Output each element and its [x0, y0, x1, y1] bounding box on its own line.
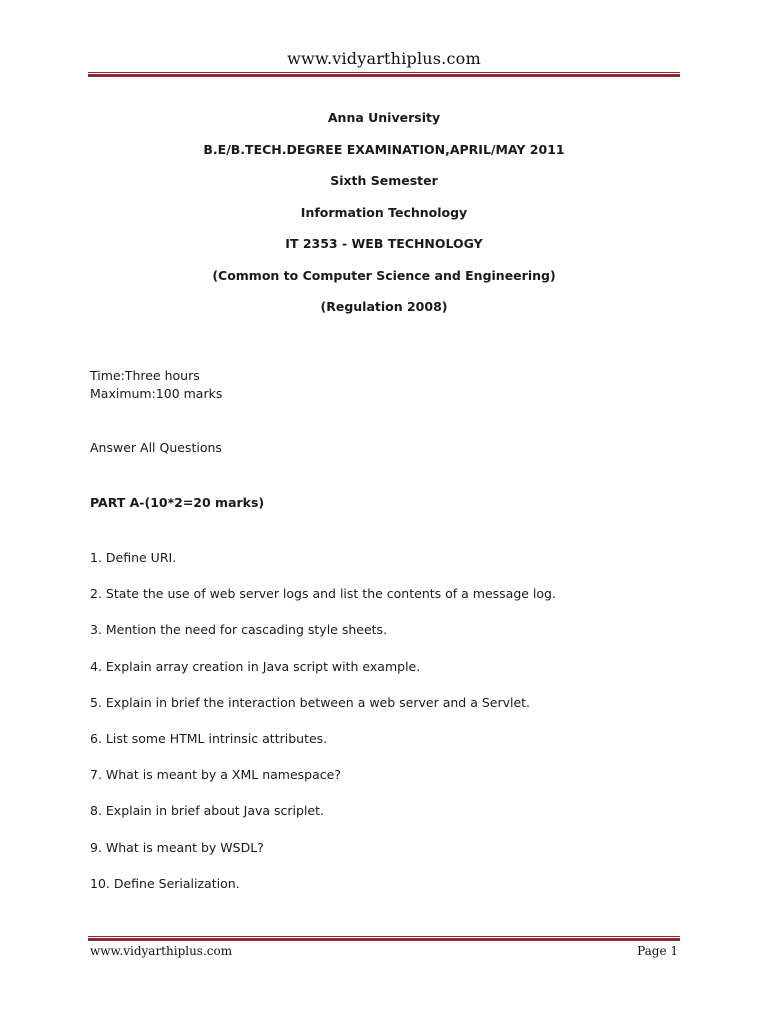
common-to-note: (Common to Computer Science and Engineering): [212, 267, 556, 283]
question-item: 10. Define Serialization.: [90, 875, 240, 891]
question-item: 3. Mention the need for cascading style sheets.: [90, 622, 388, 638]
maximum-marks: Maximum:100 marks: [90, 386, 223, 401]
regulation: (Regulation 2008): [320, 299, 448, 314]
header-url: www.vidyarthiplus.com: [287, 49, 481, 68]
question-item: 4. Explain array creation in Java script with example.: [90, 658, 421, 674]
exam-duration: Time:Three hours: [90, 368, 200, 383]
exam-title-block: [0, 108, 768, 329]
answer-instruction: Answer All Questions: [90, 440, 222, 455]
department: Information Technology: [300, 204, 468, 220]
semester: Sixth Semester: [330, 173, 438, 188]
course-title: IT 2353 - WEB TECHNOLOGY: [285, 236, 483, 251]
page-number: Page 1: [637, 944, 678, 958]
question-item: 8. Explain in brief about Java scriplet.: [90, 803, 324, 819]
question-list: [90, 548, 556, 910]
question-item: 6. List some HTML intrinsic attributes.: [90, 730, 328, 746]
question-item: 2. State the use of web server logs and list the contents of a message log.: [90, 586, 556, 602]
university-name: Anna University: [327, 110, 441, 125]
footer-url: www.vidyarthiplus.com: [90, 944, 233, 958]
footer-divider: [88, 936, 680, 941]
question-item: 5. Explain in brief the interaction between a web server and a Servlet.: [90, 694, 531, 710]
question-item: 9. What is meant by WSDL?: [90, 839, 264, 855]
header-divider: [88, 72, 680, 77]
question-item: 7. What is meant by a XML namespace?: [90, 767, 341, 783]
part-a-heading: PART A-(10*2=20 marks): [90, 495, 265, 510]
question-item: 1. Define URI.: [90, 550, 177, 565]
exam-name: B.E/B.TECH.DEGREE EXAMINATION,APRIL/MAY 2011: [203, 141, 565, 157]
